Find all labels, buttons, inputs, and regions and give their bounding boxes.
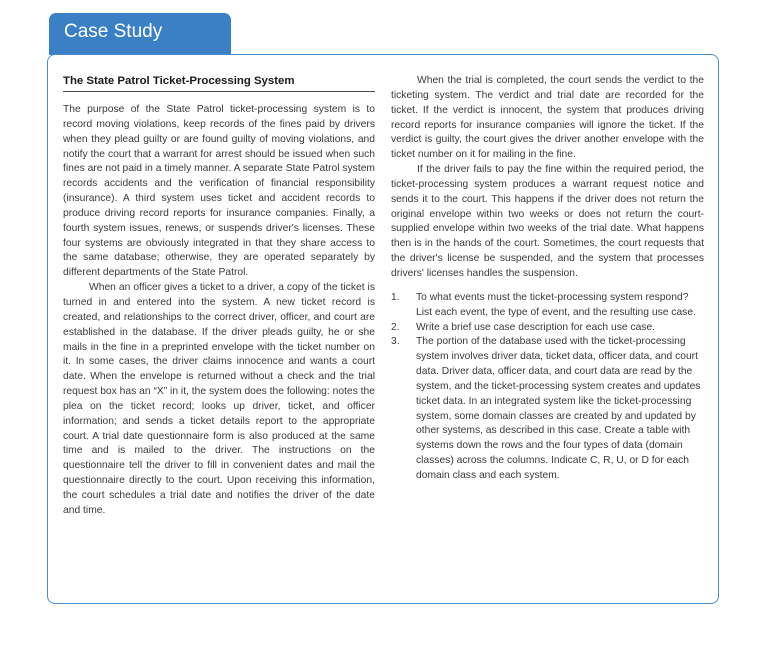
case-title-block <box>63 74 375 92</box>
question-text: To what events must the ticket-processing system respond? List each event, the type of event, and the resulting use case. <box>416 291 696 318</box>
left-column <box>63 74 375 519</box>
paragraph-purpose: The purpose of the State Patrol ticket-processing system is to record moving violations, keep records of the fines paid by drivers when they plead guilty or are found guilty of moving violations, and notify the court that a warrant for arrest should be issued when such fines are not paid in a timely manner. A separate State Patrol system records accidents and the verification of financial responsibility (insurance). A third system uses ticket and accident records to produce driving record reports for insurance companies. Finally, a fourth system issues, renews, or suspends driver's licenses. These four systems are obviously integrated in that they share access to the same database; otherwise, they are operated separately by different departments of the State Patrol. <box>63 104 375 279</box>
right-column <box>391 74 704 484</box>
case-study-heading: Case Study <box>64 21 163 42</box>
case-study-tab <box>49 13 231 55</box>
question-item <box>391 335 704 483</box>
paragraph-trial-completed: When the trial is completed, the court sends the verdict to the ticketing system. The verdict and trial date are recorded for the ticket. If the verdict is innocent, the system that produces driving record reports for insurance companies will ignore the ticket. If the verdict is guilty, the court gives the driver another envelope with the ticket number on it for mailing in the fine. <box>391 75 704 161</box>
question-number: 3. <box>391 336 400 348</box>
question-item <box>391 291 704 321</box>
question-number: 1. <box>391 291 400 303</box>
case-title: The State Patrol Ticket-Processing System <box>63 75 295 87</box>
question-text: The portion of the database used with the ticket-processing system involves driver data, ticket data, officer data, and court data. Driver data, officer data, and court data are read by the system, and the ticket-processing system creates and updates ticket data. In an integrated system like the ticket-processing system, some domain classes are created by and updated by other systems, as described in this case. Create a table with systems down the rows and the four types of data (domain classes) across the columns. Indicate C, R, U, or D for each domain class and each system. <box>416 336 701 481</box>
paragraph-ticket-flow: When an officer gives a ticket to a driver, a copy of the ticket is turned in and entered into the system. A new ticket record is created, and relationships to the correct driver, officer, and court are established in the database. If the driver pleads guilty, he or she mails in the fine in a preprinted envelope with the ticket number on it. In some cases, the driver claims innocence and wants a court date. When the envelope is returned without a check and the trial request box has an “X” in it, the system does the following: notes the plea on the ticket record; looks up driver, ticket, and officer information; and sends a ticket details report to the appropriate court. A trial date questionnaire form is also produced at the same time and is mailed to the driver. The instructions on the questionnaire tell the driver to fill in convenient dates and mail the questionnaire directly to the court. Upon receiving this information, the court schedules a trial date and notifies the driver of the date and time. <box>63 282 375 516</box>
paragraph-fine-unpaid: If the driver fails to pay the fine within the required period, the ticket-processing system produces a warrant request notice and sends it to the court. This happens if the driver does not return the original envelope within two weeks or does not return the court-supplied envelope within two weeks of the trial date. What happens then is in the hands of the court. Sometimes, the court requests that the driver's license be suspended, and the system that processes drivers' licenses handles the suspension. <box>391 164 704 279</box>
question-item <box>391 321 704 336</box>
question-number: 2. <box>391 321 400 333</box>
question-text: Write a brief use case description for each use case. <box>416 321 656 333</box>
question-list <box>391 291 704 484</box>
